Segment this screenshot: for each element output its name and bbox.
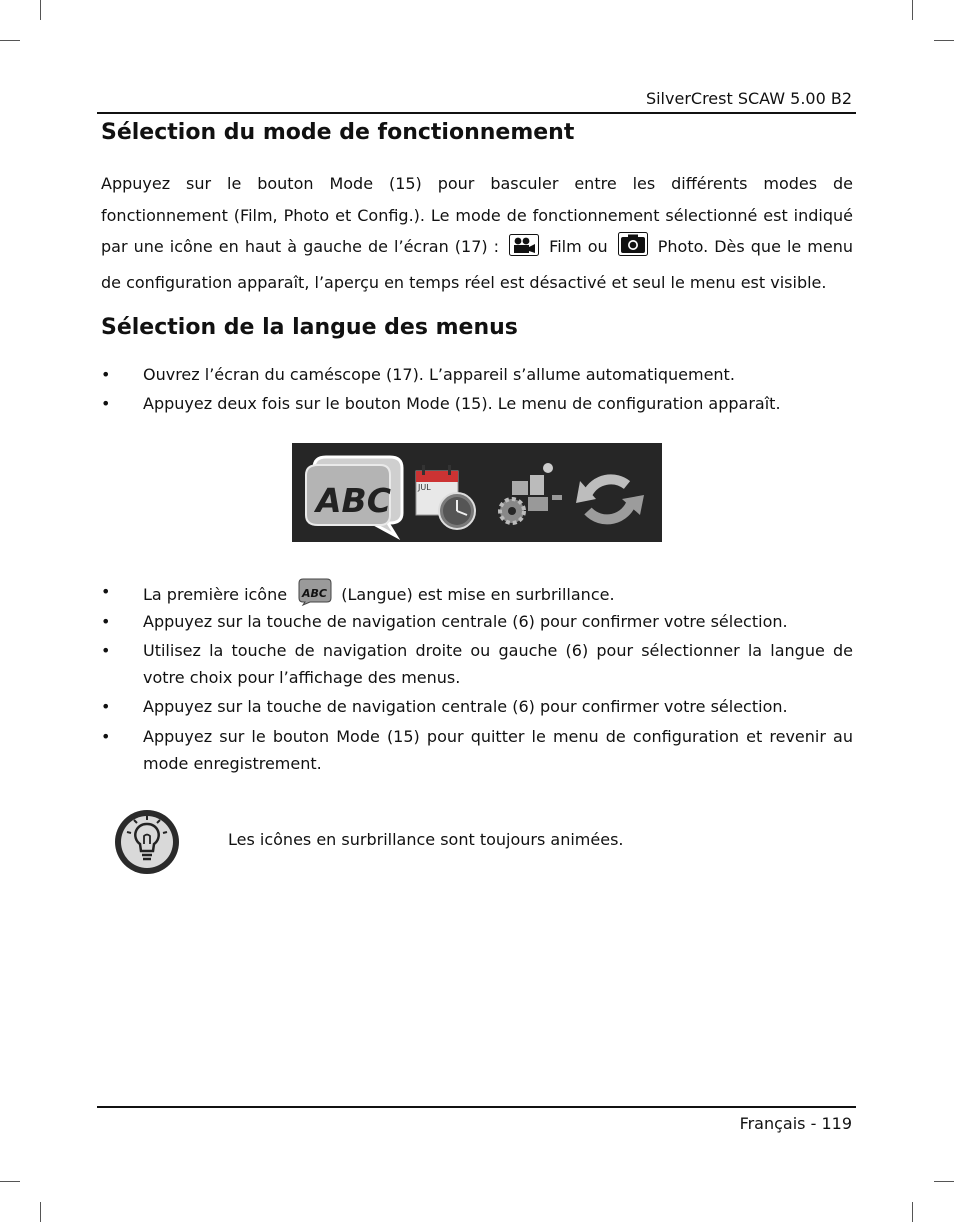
list-item [101,361,853,388]
calendar-clock-icon [416,465,475,529]
settings-menu-screenshot [292,443,662,542]
list-item-text-after-icon: (Langue) est mise en surbrillance. [341,585,615,604]
header-rule [97,112,856,114]
mode-paragraph-part1: Appuyez sur le bouton Mode (15) pour basculer entre les différents modes de fonctionnement (Film, Photo et Config.). Le mode de fonctionnement sélectionné est indiqué par une icône en haut à gauche de l’écran (17) : [101,174,853,256]
photo-camera-icon [618,232,648,267]
bullet-dot: • [101,641,111,660]
bullet-dot: • [101,394,111,413]
bullet-dot: • [101,365,111,384]
svg-text:ABC: ABC [302,587,328,600]
film-camera-icon [509,234,539,267]
crop-mark [40,0,41,20]
list-item-text: Utilisez la touche de navigation droite ou gauche (6) pour sélectionner la langue de votre choix pour l’affichage des menus. [143,641,853,687]
list-item [101,608,853,635]
bullet-dot: • [101,727,111,746]
tip-text: Les icônes en surbrillance sont toujours animées. [228,830,624,849]
list-item-text-before-icon: La première icône [143,585,288,604]
svg-text:JUL: JUL [418,483,431,492]
abc-language-icon [306,457,402,536]
footer-rule [97,1106,856,1108]
bullet-dot: • [101,612,111,631]
crop-mark [934,1181,954,1182]
crop-mark [0,40,20,41]
list-item-text: Ouvrez l’écran du caméscope (17). L’appareil s’allume automatiquement. [143,365,735,384]
settings-gears-icon [500,463,562,523]
running-header: SilverCrest SCAW 5.00 B2 [645,89,852,108]
bullet-dot: • [101,582,111,601]
svg-text:ABC: ABC [316,481,391,520]
film-label: Film ou [549,237,608,256]
list-item-text: Appuyez sur le bouton Mode (15) pour quitter le menu de configuration et revenir au mode enregistrement. [143,727,853,773]
list-item-text: Appuyez deux fois sur le bouton Mode (15). Le menu de configuration apparaît. [143,394,781,413]
page-number: Français - 119 [739,1114,852,1133]
lightbulb-tip-icon [112,808,182,880]
mode-paragraph-part2: Photo. Dès que le menu de configuration apparaît, l’aperçu en temps réel est désactivé et seul le menu est visible. [101,237,854,292]
section-title-mode: Sélection du mode de fonctionnement [101,120,575,145]
reset-arrows-icon [576,479,644,519]
crop-mark [934,40,954,41]
crop-mark [912,1202,913,1222]
crop-mark [912,0,913,20]
crop-mark [40,1202,41,1222]
mode-paragraph [101,168,853,298]
list-item [101,390,853,417]
list-item-text: Appuyez sur la touche de navigation centrale (6) pour confirmer votre sélection. [143,612,788,631]
list-item [101,637,853,691]
crop-mark [0,1181,20,1182]
bullet-dot: • [101,697,111,716]
list-item [101,723,853,777]
section-title-language: Sélection de la langue des menus [101,315,518,340]
list-item [101,693,853,720]
list-item-text: Appuyez sur la touche de navigation centrale (6) pour confirmer votre sélection. [143,697,788,716]
